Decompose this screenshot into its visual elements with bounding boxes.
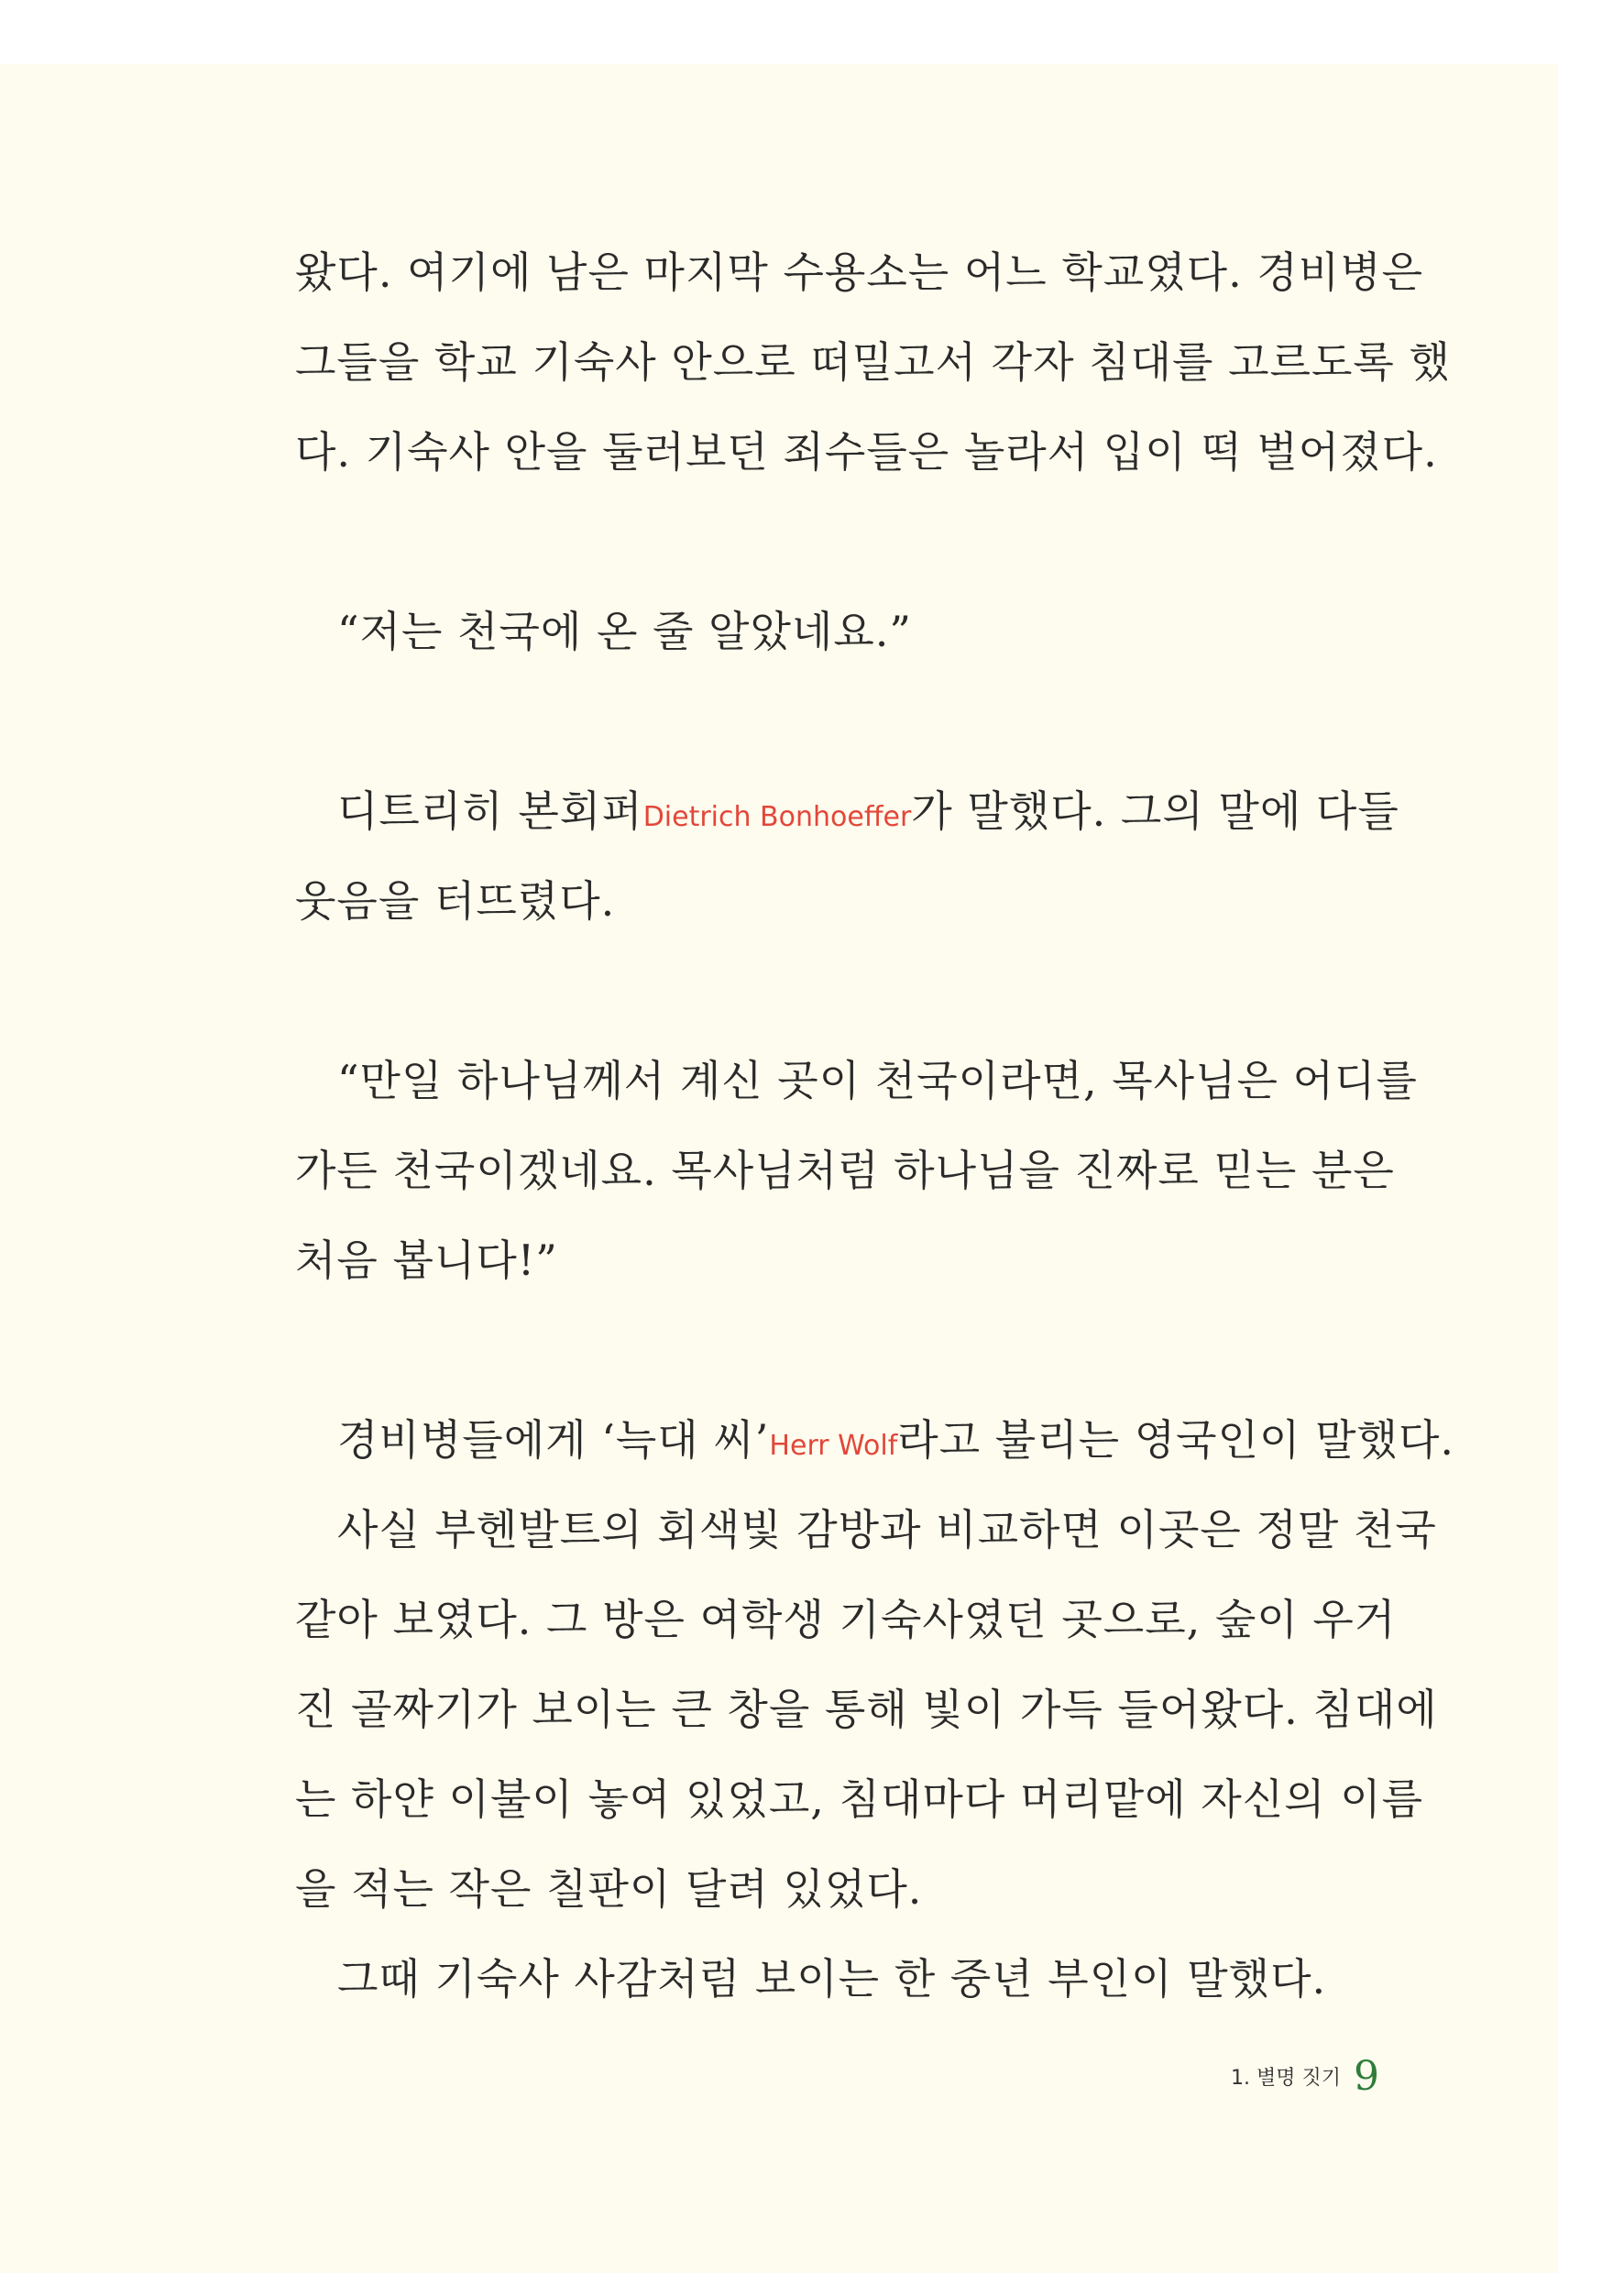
paragraph-1-line-3: 다. 기숙사 안을 둘러보던 죄수들은 놀라서 입이 떡 벌어졌다. — [295, 427, 1438, 477]
paragraph-6-line-3: 진 골짜기가 보이는 큰 창을 통해 빛이 가득 들어왔다. 침대에 — [295, 1685, 1438, 1734]
paragraph-gap — [295, 676, 1377, 766]
bonhoeffer-original-name-note: Dietrich Bonhoeffer — [642, 801, 912, 833]
herr-wolf-korean-name: 경비병들에게 ‘늑대 씨’ — [337, 1415, 770, 1465]
body-text — [295, 227, 1455, 2024]
herr-wolf-original-name-note: Herr Wolf — [769, 1430, 898, 1462]
paragraph-4-line-2: 가든 천국이겠네요. 목사님처럼 하나님을 진짜로 믿는 분은 — [295, 1146, 1395, 1195]
paragraph-3-line-1 — [295, 766, 1399, 856]
paragraph-6-line-1: 사실 부헨발트의 회색빛 감방과 비교하면 이곳은 정말 천국 — [337, 1505, 1437, 1554]
paragraph-1-line-1: 왔다. 여기에 남은 마지막 수용소는 어느 학교였다. 경비병은 — [295, 247, 1424, 297]
paragraph-gap — [295, 1305, 1377, 1395]
paragraph-6-line-4: 는 하얀 이불이 놓여 있었고, 침대마다 머리맡에 자신의 이름 — [295, 1774, 1424, 1824]
paragraph-gap — [295, 946, 1377, 1036]
paragraph-6-line-5: 을 적는 작은 칠판이 달려 있었다. — [295, 1864, 923, 1914]
chapter-title: 1. 별명 짓기 — [1231, 2067, 1341, 2090]
paragraph-5-line-1 — [295, 1395, 1455, 1485]
paragraph-4-line-1: “만일 하나님께서 계신 곳이 천국이라면, 목사님은 어디를 — [337, 1056, 1418, 1105]
paragraph-6-line-2: 같아 보였다. 그 방은 여학생 기숙사였던 곳으로, 숲이 우거 — [295, 1595, 1397, 1644]
herr-wolf-line-rest: 라고 불리는 영국인이 말했다. — [897, 1415, 1455, 1465]
bonhoeffer-korean-name: 디트리히 본회퍼 — [337, 786, 643, 836]
paragraph-1-line-2: 그들을 학교 기숙사 안으로 떠밀고서 각자 침대를 고르도록 했 — [295, 337, 1451, 387]
paragraph-gap — [295, 497, 1377, 587]
paragraph-7-line-1: 그때 기숙사 사감처럼 보이는 한 중년 부인이 말했다. — [337, 1954, 1327, 2004]
paragraph-3-line-2: 웃음을 터뜨렸다. — [295, 876, 616, 926]
page-footer — [1100, 2053, 1379, 2126]
paragraph-4-line-3: 처음 봅니다!” — [295, 1235, 558, 1285]
paragraph-2-line-1: “저는 천국에 온 줄 알았네요.” — [337, 607, 912, 656]
page-number: 9 — [1354, 2053, 1379, 2100]
bonhoeffer-line-rest: 가 말했다. 그의 말에 다들 — [911, 786, 1399, 836]
